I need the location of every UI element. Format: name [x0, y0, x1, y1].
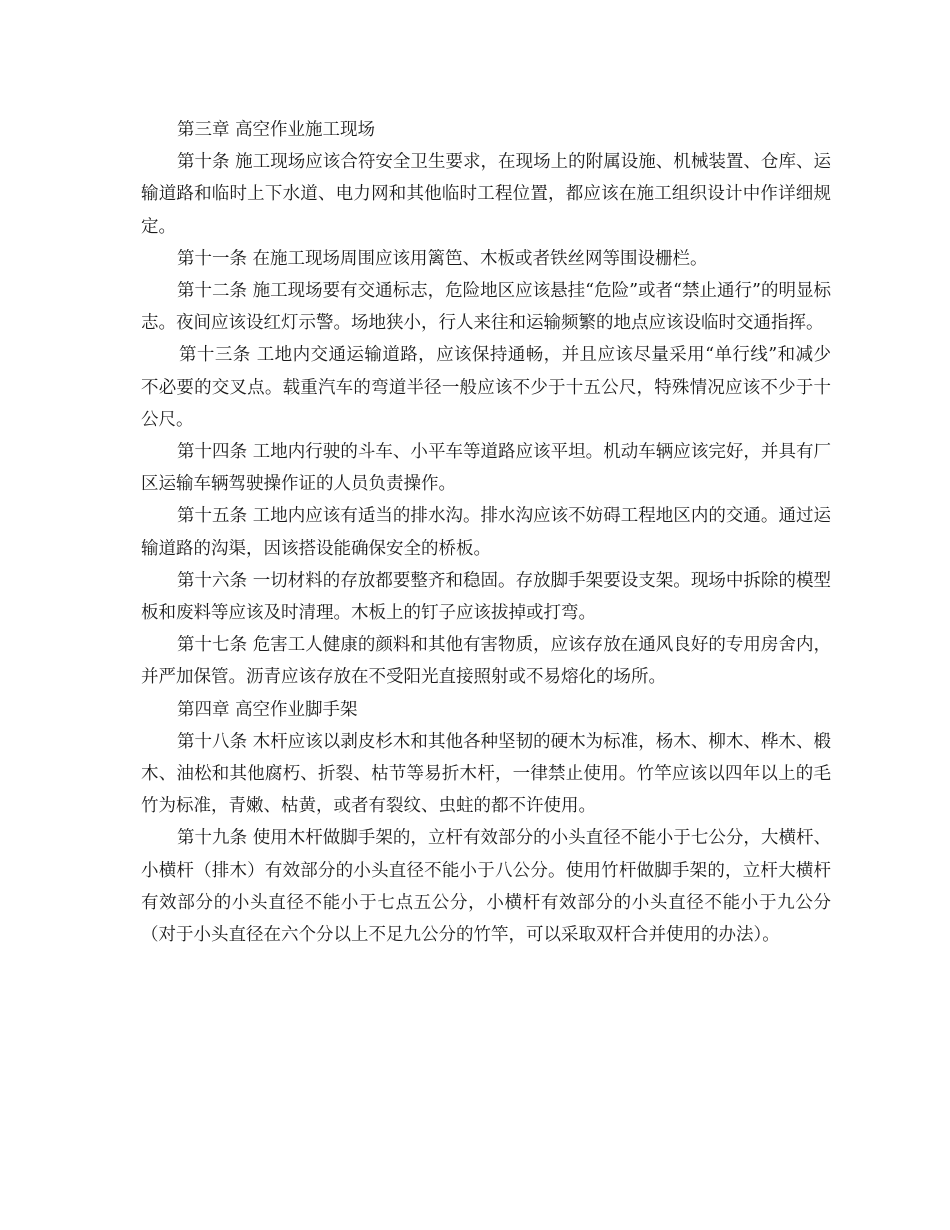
article-paragraph: 第十三条 工地内交通运输道路，应该保持通畅，并且应该尽量采用“单行线”和减少不必要的交叉点。载重汽车的弯道半径一般应该不少于十五公尺，特殊情况应该不少于十公尺。: [141, 345, 831, 430]
chapter-heading: 第四章 高空作业脚手架: [177, 699, 358, 720]
article-paragraph: 第十四条 工地内行驶的斗车、小平车等道路应该平坦。机动车辆应该完好，并具有厂区运输车辆驾驶操作证的人员负责操作。: [141, 442, 831, 495]
article-paragraph: 第十条 施工现场应该合符安全卫生要求，在现场上的附属设施、机械装置、仓库、运输道路和临时上下水道、电力网和其他临时工程位置，都应该在施工组织设计中作详细规定。: [141, 152, 831, 237]
article-paragraph: 第十八条 木杆应该以剥皮杉木和其他各种坚韧的硬木为标准，杨木、柳木、桦木、椴木、油松和其他腐朽、折裂、枯节等易折木杆，一律禁止使用。竹竿应该以四年以上的毛竹为标准，青嫩、枯黄，或者有裂纹、虫蛀的都不许使用。: [141, 731, 831, 817]
article-paragraph: 第十九条 使用木杆做脚手架的，立杆有效部分的小头直径不能小于七公分，大横杆、小横杆（排木）有效部分的小头直径不能小于八公分。使用竹杆做脚手架的，立杆大横杆有效部分的小头直径不能小于七点五公分，小横杆有效部分的小头直径不能小于九公分（对于小头直径在六个分以上不足九公分的竹竿，可以采取双杆合并使用的办法）。: [141, 828, 831, 946]
article-paragraph: 第十七条 危害工人健康的颜料和其他有害物质，应该存放在通风良好的专用房舍内，并严加保管。沥青应该存放在不受阳光直接照射或不易熔化的场所。: [141, 635, 831, 688]
article-paragraph: 第十六条 一切材料的存放都要整齐和稳固。存放脚手架要设支架。现场中拆除的模型板和废料等应该及时清理。木板上的钉子应该拔掉或打弯。: [141, 570, 831, 624]
article-paragraph: 第十五条 工地内应该有适当的排水沟。排水沟应该不妨碍工程地区内的交通。通过运输道路的沟渠，因该搭设能确保安全的桥板。: [141, 506, 831, 559]
document-body: [141, 114, 831, 951]
article-paragraph: 第十二条 施工现场要有交通标志，危险地区应该悬挂“危险”或者“禁止通行”的明显标志。夜间应该设红灯示警。场地狭小，行人来往和运输频繁的地点应该设临时交通指挥。: [141, 281, 831, 334]
chapter-heading: 第三章 高空作业施工现场: [177, 120, 376, 140]
article-paragraph: 第十一条 在施工现场周围应该用篱笆、木板或者铁丝网等围设栅栏。: [177, 248, 708, 269]
